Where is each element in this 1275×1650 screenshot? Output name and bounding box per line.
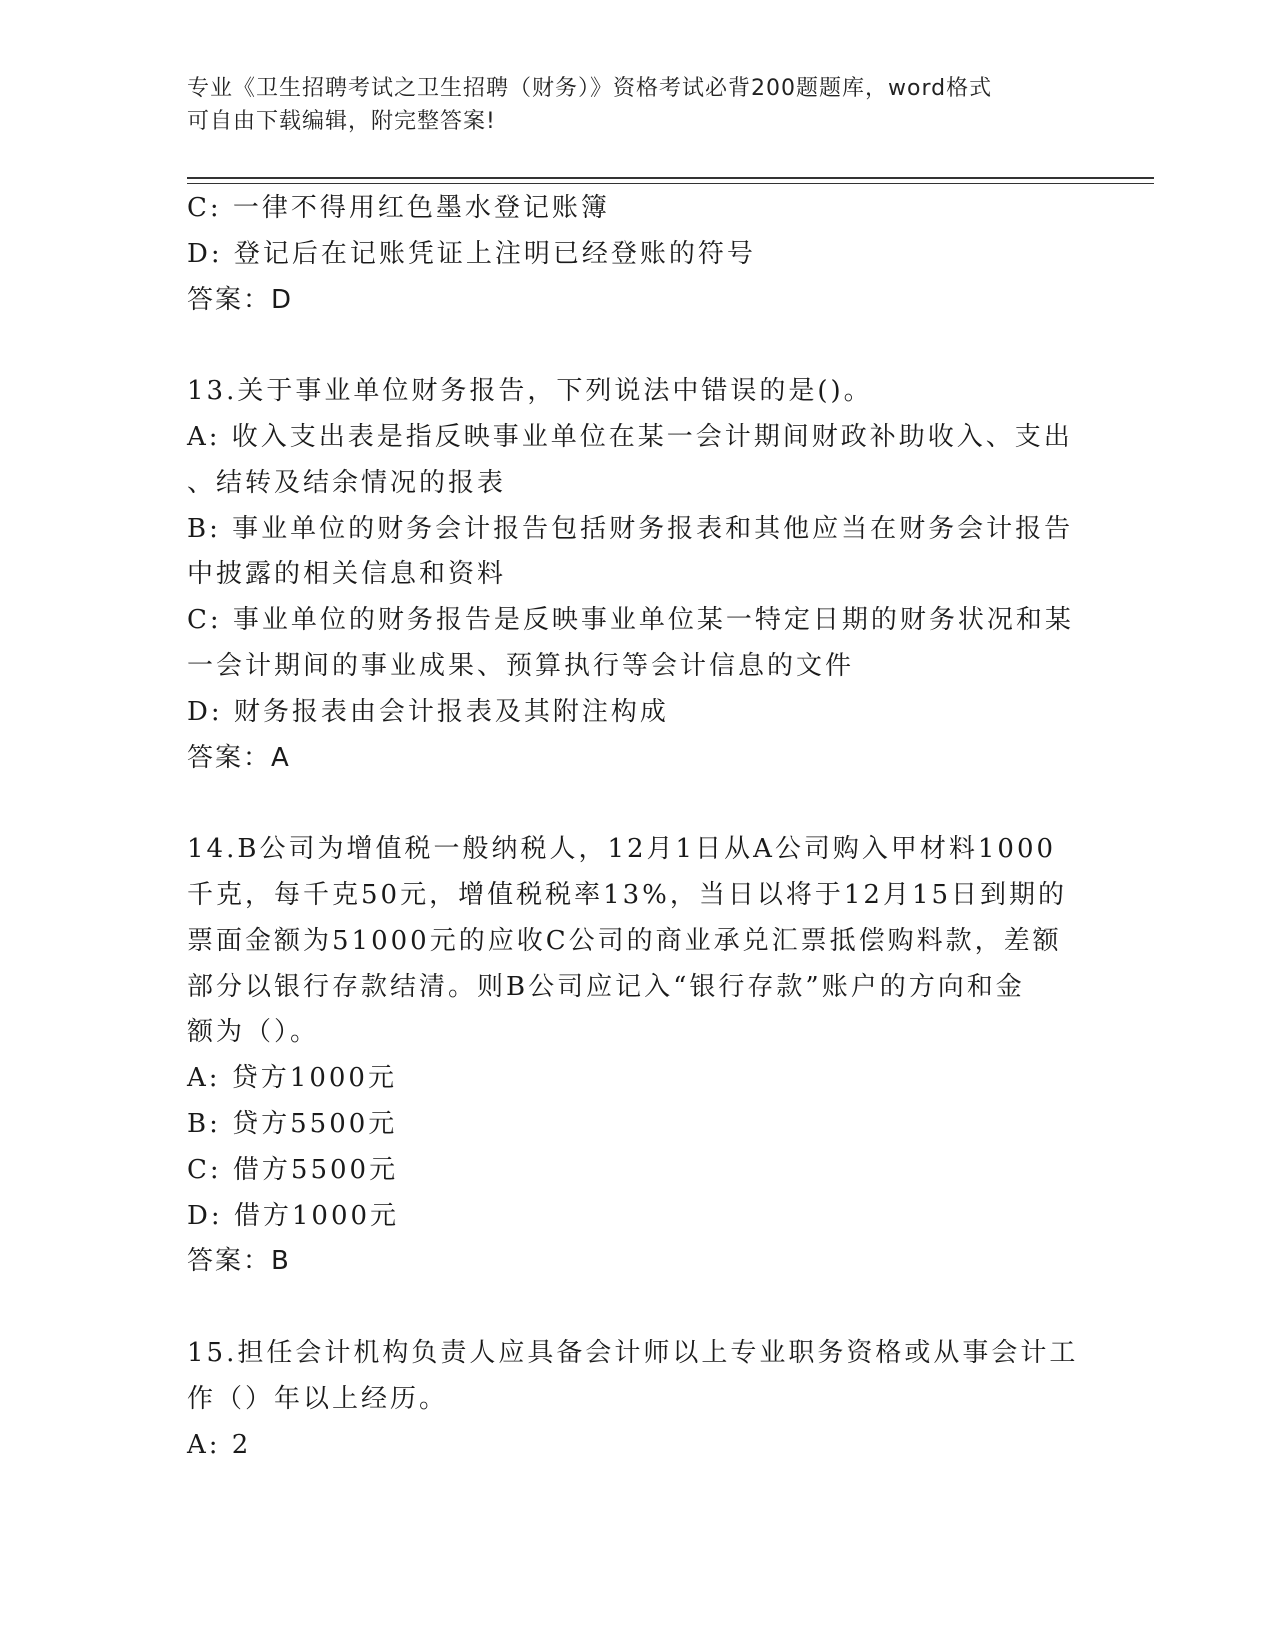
q14-answer: 答案：B	[187, 1246, 291, 1277]
q14-stem-line2: 千克，每千克50元，增值税税率13%，当日以将于12月15日到期的	[187, 879, 1068, 910]
q12-option-d: D: 登记后在记账凭证上注明已经登账的符号	[187, 238, 756, 269]
q13-option-b-line2: 中披露的相关信息和资料	[187, 559, 507, 590]
q14-stem-line1: 14.B公司为增值税一般纳税人，12月1日从A公司购入甲材料1000	[187, 834, 1057, 865]
q14-stem-line4: 部分以银行存款结清。则B公司应记入“银行存款”账户的方向和金	[187, 971, 1025, 1002]
q13-option-a-line2: 、结转及结余情况的报表	[187, 467, 507, 498]
spacer	[187, 781, 1087, 827]
q15-option-a: A: 2	[187, 1429, 252, 1460]
q14-option-b: B: 贷方5500元	[187, 1108, 398, 1139]
q14-stem-line3: 票面金额为51000元的应收C公司的商业承兑汇票抵偿购料款，差额	[187, 925, 1062, 956]
q15-stem-line1: 15.担任会计机构负责人应具备会计师以上专业职务资格或从事会计工	[187, 1337, 1079, 1368]
q14-stem-line5: 额为（）。	[187, 1017, 320, 1048]
spacer	[187, 323, 1087, 369]
question-content	[187, 186, 1087, 1468]
page-header	[187, 72, 1067, 138]
spacer	[187, 1285, 1087, 1331]
q14-option-a: A: 贷方1000元	[187, 1063, 397, 1094]
header-divider-thick	[187, 177, 1154, 179]
q13-answer: 答案：A	[187, 742, 291, 773]
q13-option-b-line1: B: 事业单位的财务会计报告包括财务报表和其他应当在财务会计报告	[187, 513, 1074, 544]
q15-stem-line2: 作（）年以上经历。	[187, 1383, 449, 1414]
header-title-line1: 专业《卫生招聘考试之卫生招聘（财务）》资格考试必背200题题库，word格式	[187, 76, 993, 101]
q13-option-d: D: 财务报表由会计报表及其附注构成	[187, 696, 669, 727]
q14-option-d: D: 借方1000元	[187, 1200, 400, 1231]
header-divider-thin	[187, 183, 1154, 184]
q12-answer: 答案：D	[187, 284, 294, 315]
q13-option-a-line1: A: 收入支出表是指反映事业单位在某一会计期间财政补助收入、支出	[187, 421, 1073, 452]
q13-option-c-line2: 一会计期间的事业成果、预算执行等会计信息的文件	[187, 650, 855, 681]
header-title-line2: 可自由下载编辑，附完整答案!	[187, 109, 496, 134]
q14-option-c: C: 借方5500元	[187, 1154, 399, 1185]
q13-stem: 13.关于事业单位财务报告，下列说法中错误的是()。	[187, 376, 873, 407]
q13-option-c-line1: C: 事业单位的财务报告是反映事业单位某一特定日期的财务状况和某	[187, 605, 1074, 636]
q12-option-c: C: 一律不得用红色墨水登记账簿	[187, 193, 610, 223]
